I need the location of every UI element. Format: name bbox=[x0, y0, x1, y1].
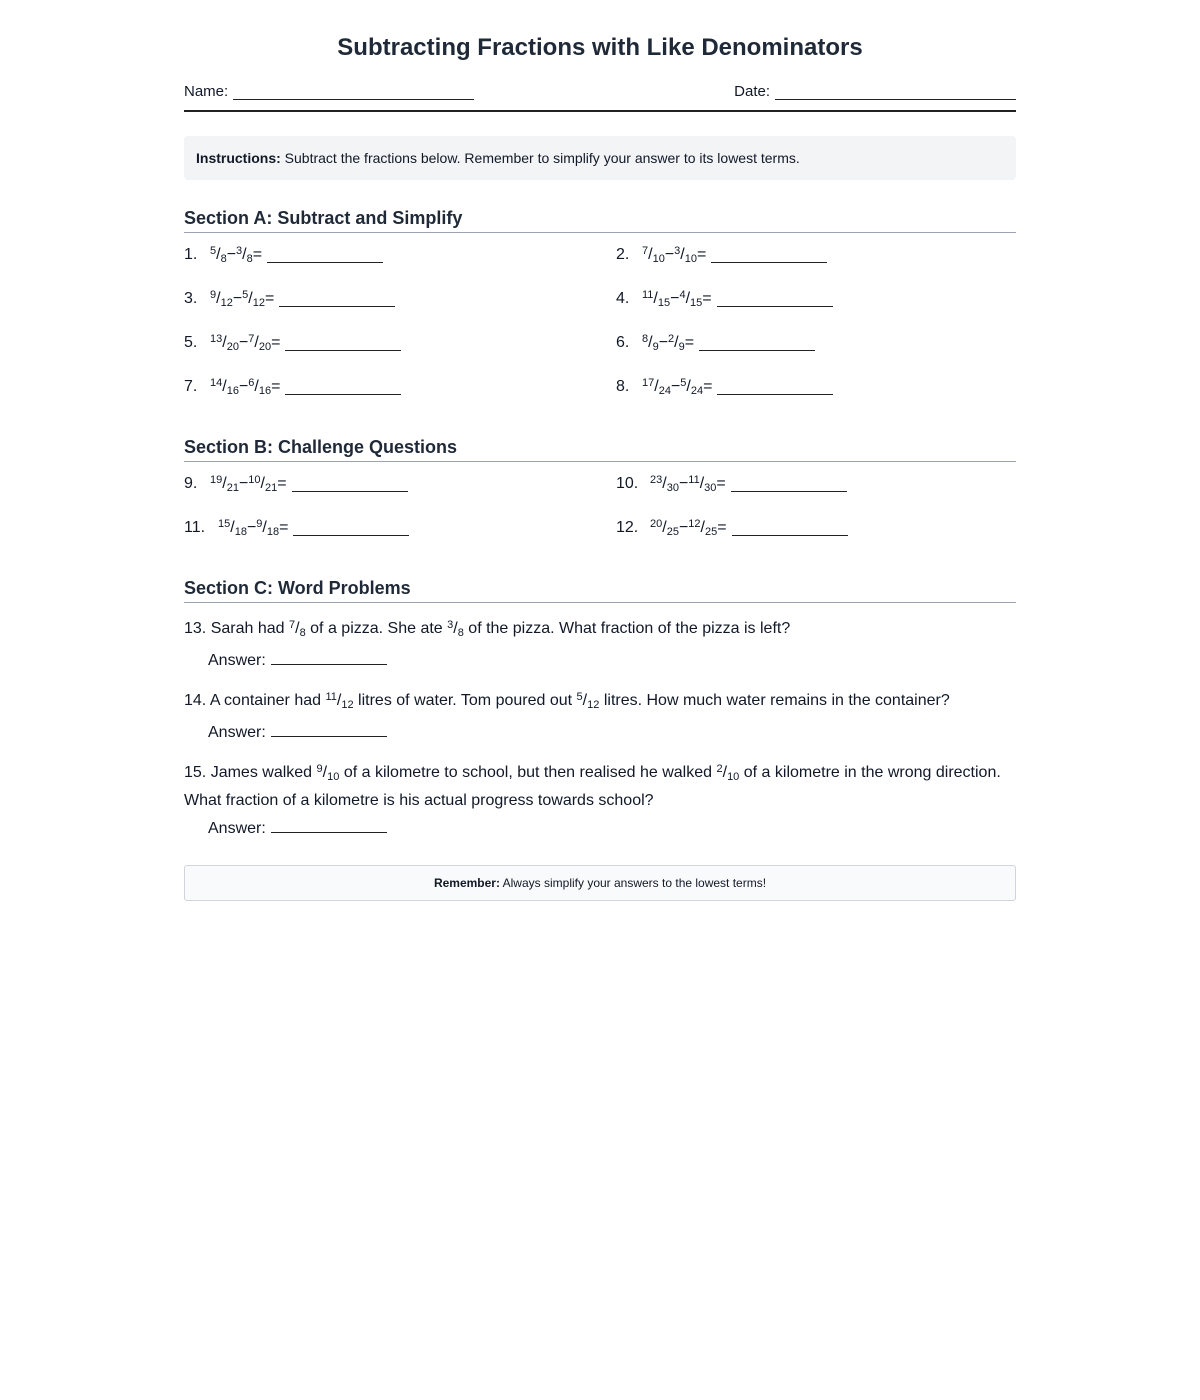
problem-text: litres. How much water remains in the container? bbox=[603, 692, 950, 709]
numerator: 10 bbox=[248, 474, 261, 486]
equals-sign: = bbox=[684, 334, 695, 351]
denominator: 25 bbox=[666, 526, 679, 538]
denominator: 9 bbox=[678, 341, 685, 353]
denominator: 16 bbox=[258, 385, 272, 397]
minus-sign: − bbox=[670, 378, 681, 395]
section-c-problems bbox=[184, 613, 1016, 841]
numerator: 7 bbox=[248, 333, 255, 345]
fraction-slash: / bbox=[685, 290, 691, 307]
problem-item bbox=[616, 277, 1016, 321]
fraction-slash: / bbox=[699, 475, 705, 492]
fraction bbox=[210, 245, 227, 265]
numerator: 2 bbox=[668, 333, 675, 345]
equals-sign: = bbox=[703, 378, 713, 395]
fraction-slash: / bbox=[453, 620, 458, 637]
numerator: 20 bbox=[650, 518, 663, 530]
word-problem-text bbox=[184, 613, 1016, 645]
fraction-slash: / bbox=[222, 475, 227, 492]
numerator: 8 bbox=[642, 333, 649, 345]
problem-item bbox=[616, 233, 1016, 277]
numerator: 5 bbox=[680, 377, 687, 389]
name-date-row bbox=[184, 83, 1016, 112]
word-problem-text bbox=[184, 757, 1016, 813]
section-a-problems bbox=[184, 233, 1016, 409]
denominator: 21 bbox=[265, 482, 278, 494]
problem-number: 3. bbox=[184, 290, 198, 307]
fraction-slash: / bbox=[700, 519, 705, 536]
problem-item bbox=[616, 365, 1016, 409]
remember-label: Remember: bbox=[433, 876, 500, 890]
fraction bbox=[317, 764, 340, 781]
numerator: 5 bbox=[576, 691, 583, 703]
problem-item bbox=[184, 506, 616, 550]
denominator: 10 bbox=[684, 253, 697, 265]
equals-sign: = bbox=[277, 475, 287, 492]
equals-sign: = bbox=[279, 519, 289, 536]
numerator: 5 bbox=[242, 289, 249, 301]
name-label: Name: bbox=[184, 83, 229, 100]
date-label: Date: bbox=[734, 83, 770, 100]
word-problem bbox=[184, 757, 1016, 841]
minus-sign: − bbox=[238, 475, 249, 492]
answer-blank[interactable] bbox=[292, 477, 408, 492]
denominator: 10 bbox=[727, 771, 740, 783]
minus-sign: − bbox=[678, 475, 689, 492]
remember-box bbox=[184, 865, 1016, 901]
fraction-slash: / bbox=[248, 290, 253, 307]
fraction-slash: / bbox=[262, 519, 267, 536]
answer-blank[interactable] bbox=[731, 477, 847, 492]
problem-text: of a kilometre in the wrong direction. What fraction of a kilometre is his actual progress towards school? bbox=[184, 764, 1001, 809]
answer-blank[interactable] bbox=[271, 818, 387, 833]
numerator: 3 bbox=[674, 245, 681, 257]
fraction bbox=[289, 620, 306, 637]
answer-blank[interactable] bbox=[267, 248, 383, 263]
fraction bbox=[716, 764, 739, 781]
denominator: 15 bbox=[657, 297, 671, 309]
fraction-slash: / bbox=[295, 620, 300, 637]
denominator: 9 bbox=[652, 341, 659, 353]
fraction-slash: / bbox=[242, 246, 247, 263]
section-c-title: Section C: Word Problems bbox=[184, 578, 1016, 603]
problem-item bbox=[616, 321, 1016, 365]
denominator: 12 bbox=[341, 699, 354, 711]
numerator: 5 bbox=[210, 245, 217, 257]
fraction-slash: / bbox=[322, 764, 328, 781]
answer-blank[interactable] bbox=[711, 248, 827, 263]
fraction-slash: / bbox=[260, 475, 265, 492]
problem-number: 6. bbox=[616, 334, 630, 351]
numerator: 3 bbox=[447, 619, 454, 631]
equals-sign: = bbox=[271, 334, 281, 351]
problem-number: 2. bbox=[616, 246, 630, 263]
numerator: 17 bbox=[642, 377, 655, 389]
denominator: 12 bbox=[252, 297, 265, 309]
minus-sign: − bbox=[246, 519, 257, 536]
denominator: 10 bbox=[652, 253, 665, 265]
remember-text: Always simplify your answers to the lowest terms! bbox=[502, 876, 767, 890]
equals-sign: = bbox=[717, 519, 727, 536]
minus-sign: − bbox=[658, 334, 669, 351]
problem-number: 11. bbox=[184, 519, 206, 536]
instructions-box bbox=[184, 136, 1016, 180]
equals-sign: = bbox=[716, 475, 726, 492]
numerator: 7 bbox=[642, 245, 649, 257]
date-field bbox=[734, 83, 1016, 100]
numerator: 23 bbox=[650, 474, 663, 486]
name-field bbox=[184, 83, 474, 100]
denominator: 25 bbox=[705, 526, 718, 538]
fraction-slash: / bbox=[216, 290, 221, 307]
denominator: 24 bbox=[690, 385, 704, 397]
fraction-slash: / bbox=[654, 378, 659, 395]
worksheet bbox=[184, 0, 1016, 901]
fraction bbox=[642, 377, 671, 397]
denominator: 20 bbox=[226, 341, 239, 353]
fraction-slash: / bbox=[674, 334, 679, 351]
fraction-slash: / bbox=[222, 378, 227, 395]
numerator: 13 bbox=[210, 333, 223, 345]
numerator: 11 bbox=[642, 289, 654, 301]
fraction bbox=[688, 518, 717, 538]
fraction-slash: / bbox=[336, 692, 342, 709]
section-b-problems bbox=[184, 462, 1016, 550]
fraction bbox=[218, 518, 247, 538]
minus-sign: − bbox=[226, 246, 237, 263]
problem-number: 5. bbox=[184, 334, 198, 351]
fraction bbox=[242, 289, 265, 309]
fraction bbox=[256, 518, 279, 538]
fraction bbox=[325, 692, 353, 709]
denominator: 12 bbox=[587, 699, 600, 711]
answer-blank[interactable] bbox=[699, 336, 815, 351]
equals-sign: = bbox=[252, 246, 263, 263]
denominator: 8 bbox=[246, 253, 253, 265]
numerator: 9 bbox=[210, 289, 217, 301]
denominator: 20 bbox=[258, 341, 272, 353]
fraction bbox=[210, 289, 233, 309]
fraction-slash: / bbox=[662, 475, 667, 492]
problem-text: of a pizza. She ate bbox=[310, 620, 443, 637]
problem-number: 9. bbox=[184, 475, 198, 492]
fraction bbox=[642, 289, 670, 309]
denominator: 10 bbox=[327, 771, 340, 783]
numerator: 4 bbox=[679, 289, 686, 301]
equals-sign: = bbox=[702, 290, 712, 307]
fraction bbox=[577, 692, 600, 709]
minus-sign: − bbox=[664, 246, 675, 263]
fraction bbox=[248, 333, 271, 353]
fraction bbox=[248, 474, 277, 494]
fraction bbox=[668, 333, 685, 353]
fraction-slash: / bbox=[230, 519, 235, 536]
numerator: 11 bbox=[688, 474, 700, 486]
denominator: 30 bbox=[666, 482, 679, 494]
fraction-slash: / bbox=[653, 290, 658, 307]
word-problem bbox=[184, 613, 1016, 673]
answer-blank[interactable] bbox=[732, 521, 848, 536]
problem-text: litres of water. Tom poured out bbox=[358, 692, 573, 709]
problem-number: 13. bbox=[184, 620, 207, 637]
answer-blank[interactable] bbox=[271, 722, 387, 737]
problem-item bbox=[184, 321, 616, 365]
problem-item bbox=[184, 277, 616, 321]
fraction bbox=[688, 474, 716, 494]
fraction-slash: / bbox=[216, 246, 221, 263]
denominator: 8 bbox=[299, 627, 306, 639]
page-title: Subtracting Fractions with Like Denominators bbox=[337, 34, 863, 61]
problem-item bbox=[184, 233, 616, 277]
answer-blank[interactable] bbox=[717, 292, 833, 307]
denominator: 15 bbox=[690, 297, 703, 309]
fraction bbox=[210, 474, 239, 494]
problem-text: A container had bbox=[209, 692, 322, 709]
fraction-slash: / bbox=[648, 334, 653, 351]
fraction bbox=[236, 245, 253, 265]
numerator: 12 bbox=[688, 518, 701, 530]
problem-text: Sarah had bbox=[210, 620, 285, 637]
problem-number: 1. bbox=[184, 246, 198, 263]
fraction-slash: / bbox=[582, 692, 588, 709]
problem-item bbox=[184, 462, 616, 506]
denominator: 16 bbox=[226, 385, 239, 397]
problem-number: 12. bbox=[616, 519, 639, 536]
answer-row bbox=[208, 721, 1016, 745]
numerator: 15 bbox=[218, 518, 231, 530]
problem-number: 15. bbox=[184, 764, 207, 781]
minus-sign: − bbox=[238, 378, 249, 395]
instructions-text: Subtract the fractions below. Remember to simplify your answer to its lowest terms. bbox=[284, 150, 800, 166]
denominator: 8 bbox=[220, 253, 227, 265]
numerator: 2 bbox=[716, 763, 723, 775]
fraction-slash: / bbox=[722, 764, 728, 781]
answer-blank[interactable] bbox=[717, 380, 833, 395]
denominator: 12 bbox=[220, 297, 233, 309]
fraction-slash: / bbox=[648, 246, 653, 263]
word-problem bbox=[184, 685, 1016, 745]
fraction bbox=[642, 333, 659, 353]
problem-text: James walked bbox=[210, 764, 313, 781]
problem-item bbox=[616, 462, 1016, 506]
fraction-slash: / bbox=[686, 378, 691, 395]
minus-sign: − bbox=[678, 519, 689, 536]
numerator: 9 bbox=[256, 518, 263, 530]
answer-blank[interactable] bbox=[293, 521, 409, 536]
fraction-slash: / bbox=[662, 519, 667, 536]
fraction bbox=[680, 377, 703, 397]
numerator: 7 bbox=[289, 619, 296, 631]
fraction bbox=[248, 377, 271, 397]
answer-label: Answer: bbox=[208, 820, 266, 837]
fraction bbox=[447, 620, 464, 637]
numerator: 14 bbox=[210, 377, 223, 389]
minus-sign: − bbox=[238, 334, 249, 351]
numerator: 3 bbox=[236, 245, 243, 257]
problem-number: 7. bbox=[184, 378, 198, 395]
numerator: 19 bbox=[210, 474, 223, 486]
problem-item bbox=[184, 365, 616, 409]
fraction-slash: / bbox=[254, 378, 259, 395]
problem-number: 10. bbox=[616, 475, 639, 492]
fraction bbox=[674, 245, 697, 265]
denominator: 8 bbox=[457, 627, 464, 639]
answer-blank[interactable] bbox=[285, 380, 401, 395]
problem-text: of the pizza. What fraction of the pizza is left? bbox=[468, 620, 791, 637]
denominator: 18 bbox=[266, 526, 280, 538]
equals-sign: = bbox=[265, 290, 275, 307]
denominator: 24 bbox=[658, 385, 671, 397]
answer-blank[interactable] bbox=[279, 292, 395, 307]
problem-text: of a kilometre to school, but then realised he walked bbox=[343, 764, 713, 781]
numerator: 6 bbox=[248, 377, 255, 389]
fraction bbox=[210, 377, 239, 397]
answer-label: Answer: bbox=[208, 724, 266, 741]
denominator: 18 bbox=[234, 526, 247, 538]
equals-sign: = bbox=[271, 378, 281, 395]
instructions-label: Instructions: bbox=[196, 150, 281, 166]
date-line[interactable] bbox=[775, 85, 1016, 100]
denominator: 21 bbox=[226, 482, 239, 494]
fraction-slash: / bbox=[680, 246, 685, 263]
fraction bbox=[650, 474, 679, 494]
numerator: 9 bbox=[316, 763, 323, 775]
denominator: 30 bbox=[704, 482, 717, 494]
section-a-title: Section A: Subtract and Simplify bbox=[184, 208, 1016, 233]
problem-item bbox=[616, 506, 1016, 550]
answer-label: Answer: bbox=[208, 652, 266, 669]
fraction bbox=[642, 245, 665, 265]
fraction-slash: / bbox=[222, 334, 227, 351]
name-line[interactable] bbox=[233, 85, 474, 100]
minus-sign: − bbox=[232, 290, 243, 307]
problem-number: 4. bbox=[616, 290, 630, 307]
fraction bbox=[679, 289, 702, 309]
answer-blank[interactable] bbox=[271, 650, 387, 665]
answer-blank[interactable] bbox=[285, 336, 401, 351]
problem-number: 14. bbox=[184, 692, 207, 709]
fraction bbox=[650, 518, 679, 538]
answer-row bbox=[208, 649, 1016, 673]
word-problem-text bbox=[184, 685, 1016, 717]
minus-sign: − bbox=[670, 290, 680, 307]
fraction bbox=[210, 333, 239, 353]
section-b-title: Section B: Challenge Questions bbox=[184, 437, 1016, 462]
fraction-slash: / bbox=[254, 334, 259, 351]
answer-row bbox=[208, 817, 1016, 841]
numerator: 11 bbox=[325, 691, 337, 703]
equals-sign: = bbox=[697, 246, 707, 263]
problem-number: 8. bbox=[616, 378, 630, 395]
